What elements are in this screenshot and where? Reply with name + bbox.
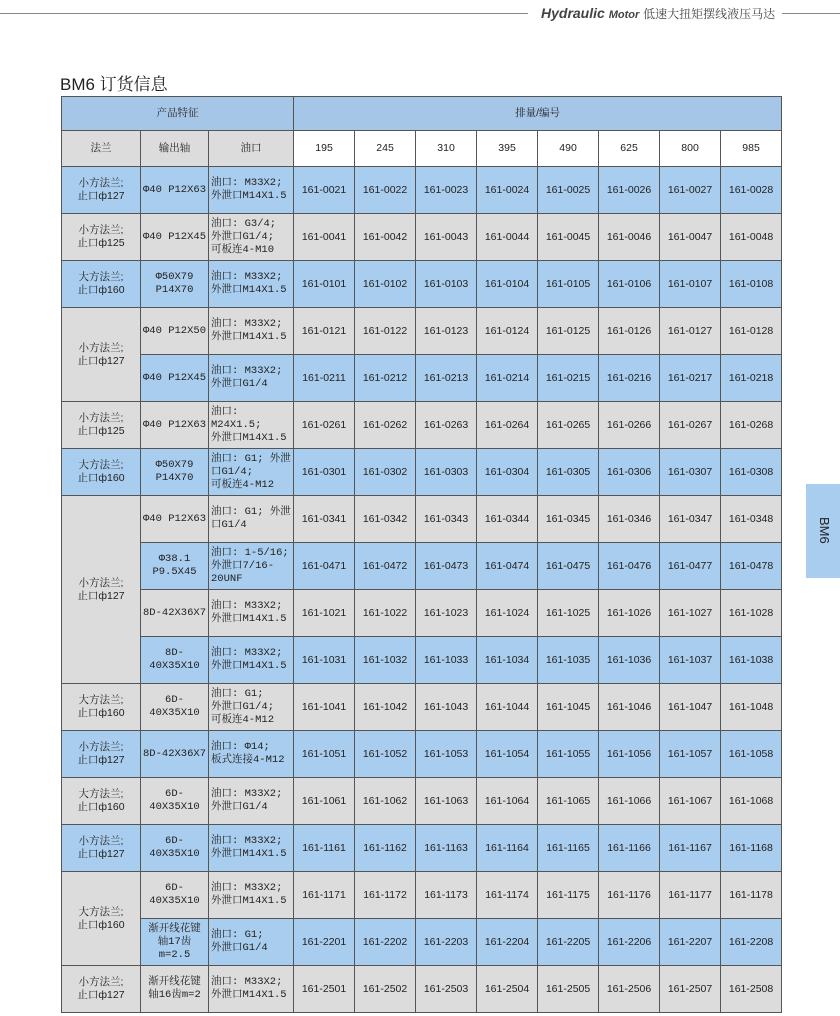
order-code-cell: 161-0341	[294, 496, 355, 543]
order-code-cell: 161-1051	[294, 731, 355, 778]
port-cell: 油口: M33X2; 外泄口M14X1.5	[209, 637, 294, 684]
column-header-displacement: 625	[599, 131, 660, 167]
shaft-cell: Φ50X79 P14X70	[141, 449, 209, 496]
order-code-cell: 161-1052	[355, 731, 416, 778]
order-code-cell: 161-0476	[599, 543, 660, 590]
order-code-cell: 161-1043	[416, 684, 477, 731]
port-cell: 油口: G1; 外泄口G1/4	[209, 919, 294, 966]
table-row	[62, 590, 782, 637]
order-code-cell: 161-0306	[599, 449, 660, 496]
order-code-cell: 161-0042	[355, 214, 416, 261]
order-code-cell: 161-0104	[477, 261, 538, 308]
order-code-cell: 161-1036	[599, 637, 660, 684]
order-code-cell: 161-1174	[477, 872, 538, 919]
order-code-cell: 161-2205	[538, 919, 599, 966]
shaft-cell: 渐开线花键 轴17齿m=2.5	[141, 919, 209, 966]
order-code-cell: 161-1162	[355, 825, 416, 872]
order-code-cell: 161-0101	[294, 261, 355, 308]
order-code-cell: 161-1023	[416, 590, 477, 637]
side-tab	[806, 484, 840, 578]
order-code-cell: 161-1063	[416, 778, 477, 825]
header-brand	[541, 5, 775, 22]
order-code-cell: 161-0472	[355, 543, 416, 590]
order-code-cell: 161-0474	[477, 543, 538, 590]
order-code-cell: 161-0217	[660, 355, 721, 402]
order-code-cell: 161-0268	[721, 402, 782, 449]
shaft-cell: Φ50X79 P14X70	[141, 261, 209, 308]
order-code-cell: 161-1057	[660, 731, 721, 778]
order-code-cell: 161-1164	[477, 825, 538, 872]
order-code-cell: 161-1055	[538, 731, 599, 778]
order-code-cell: 161-1027	[660, 590, 721, 637]
order-code-cell: 161-1042	[355, 684, 416, 731]
order-code-cell: 161-0046	[599, 214, 660, 261]
order-code-cell: 161-2206	[599, 919, 660, 966]
order-code-cell: 161-0044	[477, 214, 538, 261]
order-code-cell: 161-0028	[721, 167, 782, 214]
table-row	[62, 919, 782, 966]
order-code-cell: 161-1044	[477, 684, 538, 731]
order-code-cell: 161-1047	[660, 684, 721, 731]
order-code-cell: 161-0105	[538, 261, 599, 308]
column-header-displacement: 195	[294, 131, 355, 167]
table-row	[62, 731, 782, 778]
flange-cell: 小方法兰; 止口ф127	[62, 825, 141, 872]
port-cell: 油口: M33X2; 外泄口M14X1.5	[209, 167, 294, 214]
order-code-cell: 161-0348	[721, 496, 782, 543]
order-code-cell: 161-0303	[416, 449, 477, 496]
order-code-cell: 161-2502	[355, 966, 416, 1013]
order-code-cell: 161-1161	[294, 825, 355, 872]
order-code-cell: 161-0048	[721, 214, 782, 261]
table-row	[62, 966, 782, 1013]
shaft-cell: Φ40 P12X63	[141, 167, 209, 214]
port-cell: 油口: G1; 外泄 口G1/4	[209, 496, 294, 543]
order-code-cell: 161-2201	[294, 919, 355, 966]
order-code-cell: 161-0263	[416, 402, 477, 449]
order-code-cell: 161-1173	[416, 872, 477, 919]
order-code-cell: 161-1066	[599, 778, 660, 825]
order-code-cell: 161-0477	[660, 543, 721, 590]
table-row	[62, 872, 782, 919]
column-header-displacement: 985	[721, 131, 782, 167]
order-code-cell: 161-2508	[721, 966, 782, 1013]
table-row	[62, 402, 782, 449]
order-code-cell: 161-0343	[416, 496, 477, 543]
order-code-cell: 161-1172	[355, 872, 416, 919]
order-code-cell: 161-1171	[294, 872, 355, 919]
port-cell: 油口: M33X2; 外泄口M14X1.5	[209, 261, 294, 308]
order-code-cell: 161-0128	[721, 308, 782, 355]
order-code-cell: 161-1038	[721, 637, 782, 684]
order-code-cell: 161-0027	[660, 167, 721, 214]
table-row	[62, 825, 782, 872]
column-header-flange: 法兰	[62, 131, 141, 167]
page-header	[0, 3, 840, 23]
order-code-cell: 161-1166	[599, 825, 660, 872]
flange-cell: 大方法兰; 止口ф160	[62, 778, 141, 825]
order-code-cell: 161-1067	[660, 778, 721, 825]
shaft-cell: Φ40 P12X63	[141, 402, 209, 449]
table-group-header-row	[62, 97, 782, 131]
order-code-cell: 161-0212	[355, 355, 416, 402]
port-cell: 油口: M33X2; 外泄口M14X1.5	[209, 872, 294, 919]
flange-cell: 大方法兰; 止口ф160	[62, 261, 141, 308]
port-cell: 油口: G3/4; 外泄口G1/4; 可板连4-M10	[209, 214, 294, 261]
order-code-cell: 161-0106	[599, 261, 660, 308]
order-code-cell: 161-0345	[538, 496, 599, 543]
flange-cell: 大方法兰; 止口ф160	[62, 449, 141, 496]
order-code-cell: 161-2203	[416, 919, 477, 966]
order-code-cell: 161-0305	[538, 449, 599, 496]
order-code-cell: 161-2504	[477, 966, 538, 1013]
shaft-cell: 渐开线花键 轴16齿m=2	[141, 966, 209, 1013]
order-code-cell: 161-1168	[721, 825, 782, 872]
order-code-cell: 161-0022	[355, 167, 416, 214]
order-code-cell: 161-1048	[721, 684, 782, 731]
order-code-cell: 161-1037	[660, 637, 721, 684]
order-code-cell: 161-0211	[294, 355, 355, 402]
order-code-cell: 161-0262	[355, 402, 416, 449]
order-code-cell: 161-0261	[294, 402, 355, 449]
order-code-cell: 161-0024	[477, 167, 538, 214]
order-code-cell: 161-2507	[660, 966, 721, 1013]
brand-english: Hydraulic	[541, 5, 605, 21]
order-code-cell: 161-1165	[538, 825, 599, 872]
order-code-cell: 161-0045	[538, 214, 599, 261]
order-code-cell: 161-1035	[538, 637, 599, 684]
order-code-cell: 161-1177	[660, 872, 721, 919]
shaft-cell: Φ38.1 P9.5X45	[141, 543, 209, 590]
order-code-cell: 161-0471	[294, 543, 355, 590]
shaft-cell: 6D-40X35X10	[141, 778, 209, 825]
column-header-displacement: 245	[355, 131, 416, 167]
order-code-cell: 161-1056	[599, 731, 660, 778]
flange-cell: 大方法兰; 止口ф160	[62, 684, 141, 731]
header-rule-right	[782, 13, 840, 14]
order-code-cell: 161-1058	[721, 731, 782, 778]
table-row	[62, 496, 782, 543]
shaft-cell: Φ40 P12X50	[141, 308, 209, 355]
flange-cell: 小方法兰; 止口ф127	[62, 966, 141, 1013]
order-code-cell: 161-0047	[660, 214, 721, 261]
order-code-cell: 161-0475	[538, 543, 599, 590]
order-code-cell: 161-2505	[538, 966, 599, 1013]
order-code-cell: 161-0218	[721, 355, 782, 402]
table-row	[62, 684, 782, 731]
order-code-cell: 161-0121	[294, 308, 355, 355]
order-code-cell: 161-1045	[538, 684, 599, 731]
order-code-cell: 161-1028	[721, 590, 782, 637]
order-code-cell: 161-0304	[477, 449, 538, 496]
column-header-displacement: 310	[416, 131, 477, 167]
shaft-cell: 6D-40X35X10	[141, 872, 209, 919]
port-cell: 油口: Φ14; 板式连接4-M12	[209, 731, 294, 778]
order-code-cell: 161-0342	[355, 496, 416, 543]
brand-english-motor: Motor	[608, 9, 640, 21]
order-code-cell: 161-1053	[416, 731, 477, 778]
order-code-cell: 161-0347	[660, 496, 721, 543]
order-code-cell: 161-1046	[599, 684, 660, 731]
order-code-cell: 161-0107	[660, 261, 721, 308]
order-code-cell: 161-0041	[294, 214, 355, 261]
order-code-cell: 161-2208	[721, 919, 782, 966]
order-code-cell: 161-2506	[599, 966, 660, 1013]
group-header-features: 产品特征	[62, 97, 294, 131]
flange-cell: 小方法兰; 止口ф125	[62, 402, 141, 449]
order-code-cell: 161-1025	[538, 590, 599, 637]
order-code-cell: 161-0103	[416, 261, 477, 308]
table-column-header-row	[62, 131, 782, 167]
table-row	[62, 543, 782, 590]
order-code-cell: 161-1062	[355, 778, 416, 825]
table-row	[62, 449, 782, 496]
order-table	[61, 96, 782, 1013]
order-code-cell: 161-1034	[477, 637, 538, 684]
order-code-cell: 161-0126	[599, 308, 660, 355]
shaft-cell: 6D-40X35X10	[141, 825, 209, 872]
order-code-cell: 161-0127	[660, 308, 721, 355]
port-cell: 油口: 1-5/16; 外泄口7/16- 20UNF	[209, 543, 294, 590]
order-code-cell: 161-0301	[294, 449, 355, 496]
order-code-cell: 161-1022	[355, 590, 416, 637]
order-code-cell: 161-0122	[355, 308, 416, 355]
order-code-cell: 161-0346	[599, 496, 660, 543]
order-code-cell: 161-1031	[294, 637, 355, 684]
order-code-cell: 161-2202	[355, 919, 416, 966]
order-code-cell: 161-0473	[416, 543, 477, 590]
order-code-cell: 161-0478	[721, 543, 782, 590]
order-code-cell: 161-1068	[721, 778, 782, 825]
order-code-cell: 161-1065	[538, 778, 599, 825]
port-cell: 油口: M33X2; 外泄口G1/4	[209, 355, 294, 402]
column-header-port: 油口	[209, 131, 294, 167]
order-code-cell: 161-0267	[660, 402, 721, 449]
order-code-cell: 161-1054	[477, 731, 538, 778]
flange-cell: 小方法兰; 止口ф127	[62, 167, 141, 214]
port-cell: 油口: M33X2; 外泄口M14X1.5	[209, 590, 294, 637]
flange-cell: 小方法兰; 止口ф127	[62, 731, 141, 778]
order-code-cell: 161-1041	[294, 684, 355, 731]
order-code-cell: 161-1024	[477, 590, 538, 637]
order-code-cell: 161-0102	[355, 261, 416, 308]
port-cell: 油口: M33X2; 外泄口M14X1.5	[209, 966, 294, 1013]
column-header-displacement: 395	[477, 131, 538, 167]
table-row	[62, 637, 782, 684]
order-code-cell: 161-0125	[538, 308, 599, 355]
order-code-cell: 161-0264	[477, 402, 538, 449]
order-code-cell: 161-2503	[416, 966, 477, 1013]
header-rule-left	[0, 13, 528, 14]
shaft-cell: 6D-40X35X10	[141, 684, 209, 731]
port-cell: 油口: M33X2; 外泄口G1/4	[209, 778, 294, 825]
flange-cell: 小方法兰; 止口ф127	[62, 496, 141, 684]
order-code-cell: 161-0123	[416, 308, 477, 355]
order-code-cell: 161-1033	[416, 637, 477, 684]
flange-cell: 小方法兰; 止口ф125	[62, 214, 141, 261]
order-code-cell: 161-1175	[538, 872, 599, 919]
order-code-cell: 161-0215	[538, 355, 599, 402]
flange-cell: 小方法兰; 止口ф127	[62, 308, 141, 402]
table-row	[62, 261, 782, 308]
order-code-cell: 161-1176	[599, 872, 660, 919]
group-header-displacement: 排量/编号	[294, 97, 782, 131]
port-cell: 油口: G1; 外泄口G1/4; 可板连4-M12	[209, 684, 294, 731]
order-code-cell: 161-2501	[294, 966, 355, 1013]
order-code-cell: 161-2207	[660, 919, 721, 966]
table-row	[62, 308, 782, 355]
order-code-cell: 161-0213	[416, 355, 477, 402]
order-code-cell: 161-0025	[538, 167, 599, 214]
order-code-cell: 161-1064	[477, 778, 538, 825]
order-table-body	[62, 97, 782, 1013]
column-header-displacement: 490	[538, 131, 599, 167]
order-code-cell: 161-0308	[721, 449, 782, 496]
table-row	[62, 778, 782, 825]
brand-chinese: 低速大扭矩摆线液压马达	[643, 7, 776, 21]
order-code-cell: 161-0307	[660, 449, 721, 496]
order-code-cell: 161-0124	[477, 308, 538, 355]
port-cell: 油口: M24X1.5; 外泄口M14X1.5	[209, 402, 294, 449]
order-code-cell: 161-1178	[721, 872, 782, 919]
table-row	[62, 355, 782, 402]
order-code-cell: 161-1032	[355, 637, 416, 684]
order-code-cell: 161-0108	[721, 261, 782, 308]
order-code-cell: 161-2204	[477, 919, 538, 966]
table-row	[62, 214, 782, 261]
shaft-cell: 8D-42X36X7	[141, 590, 209, 637]
page-title: BM6 订货信息	[60, 75, 168, 94]
shaft-cell: Φ40 P12X45	[141, 355, 209, 402]
order-code-cell: 161-0021	[294, 167, 355, 214]
order-code-cell: 161-0026	[599, 167, 660, 214]
order-code-cell: 161-0265	[538, 402, 599, 449]
order-code-cell: 161-0216	[599, 355, 660, 402]
shaft-cell: 8D-40X35X10	[141, 637, 209, 684]
shaft-cell: Φ40 P12X45	[141, 214, 209, 261]
order-code-cell: 161-1163	[416, 825, 477, 872]
order-code-cell: 161-0023	[416, 167, 477, 214]
order-code-cell: 161-1021	[294, 590, 355, 637]
order-code-cell: 161-0266	[599, 402, 660, 449]
shaft-cell: Φ40 P12X63	[141, 496, 209, 543]
order-code-cell: 161-0214	[477, 355, 538, 402]
port-cell: 油口: G1; 外泄 口G1/4; 可板连4-M12	[209, 449, 294, 496]
flange-cell: 大方法兰; 止口ф160	[62, 872, 141, 966]
port-cell: 油口: M33X2; 外泄口M14X1.5	[209, 308, 294, 355]
table-row	[62, 167, 782, 214]
port-cell: 油口: M33X2; 外泄口M14X1.5	[209, 825, 294, 872]
order-code-cell: 161-1026	[599, 590, 660, 637]
order-code-cell: 161-1061	[294, 778, 355, 825]
order-code-cell: 161-0043	[416, 214, 477, 261]
column-header-shaft: 输出轴	[141, 131, 209, 167]
side-tab-label: BM6	[817, 517, 832, 544]
shaft-cell: 8D-42X36X7	[141, 731, 209, 778]
column-header-displacement: 800	[660, 131, 721, 167]
order-code-cell: 161-0302	[355, 449, 416, 496]
order-code-cell: 161-0344	[477, 496, 538, 543]
order-code-cell: 161-1167	[660, 825, 721, 872]
